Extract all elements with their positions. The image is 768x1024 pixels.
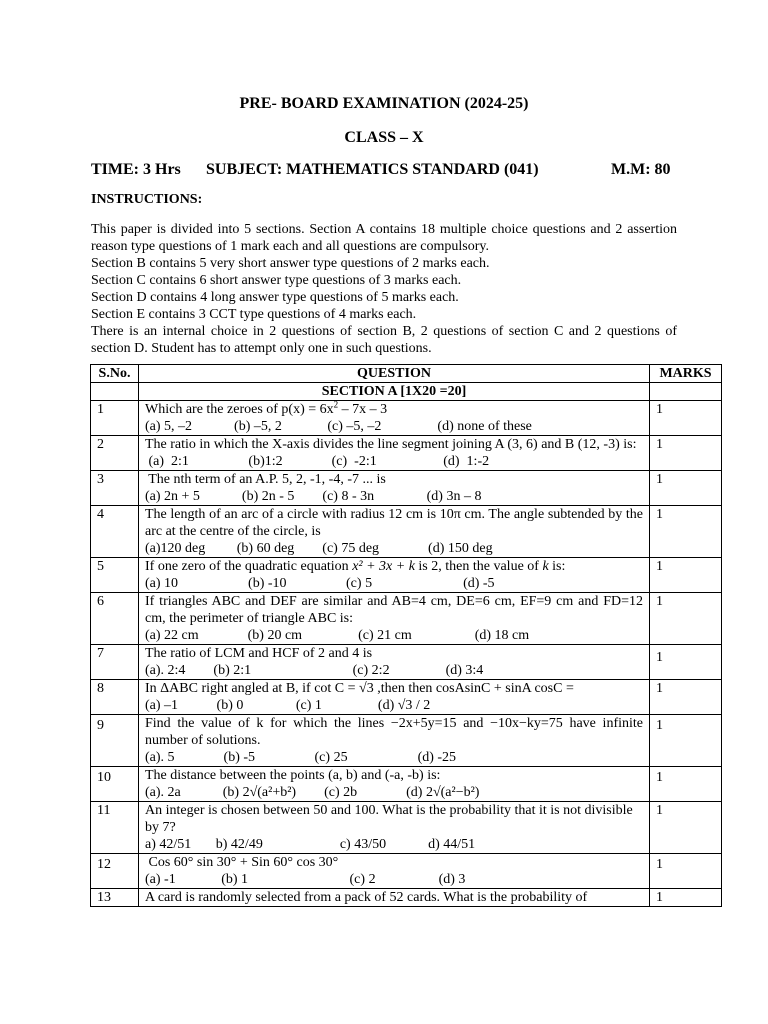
question-cell bbox=[139, 889, 650, 907]
question-number: 1 bbox=[91, 401, 139, 436]
question-marks: 1 bbox=[650, 471, 722, 506]
question-text: The ratio in which the X-axis divides the line segment joining A (3, 6) and B (12, -3) is: bbox=[145, 437, 637, 452]
question-text: The length of an arc of a circle with radius 12 cm is 10π cm. The angle subtended by the arc at the centre of the circle, is bbox=[145, 507, 643, 539]
instructions-heading: INSTRUCTIONS: bbox=[91, 192, 203, 207]
question-marks: 1 bbox=[650, 401, 722, 436]
question-cell bbox=[139, 401, 650, 436]
question-marks: 1 bbox=[650, 889, 722, 907]
question-text: Find the value of k for which the lines −2x+5y=15 and −10x−ky=75 have infinite number of solutions. bbox=[145, 716, 643, 748]
table-row bbox=[91, 889, 722, 907]
question-cell bbox=[139, 767, 650, 802]
question-marks: 1 bbox=[650, 645, 722, 680]
question-options: (a) 2:1 (b)1:2 (c) -2:1 (d) 1:-2 bbox=[145, 454, 490, 469]
question-number: 11 bbox=[91, 802, 139, 854]
question-number: 8 bbox=[91, 680, 139, 715]
question-options: (a) 22 cm (b) 20 cm (c) 21 cm (d) 18 cm bbox=[145, 628, 530, 643]
table-row bbox=[91, 854, 722, 889]
question-cell bbox=[139, 593, 650, 645]
question-options: a) 42/51 b) 42/49 c) 43/50 d) 44/51 bbox=[145, 837, 476, 852]
question-options: (a). 5 (b) -5 (c) 25 (d) -25 bbox=[145, 750, 457, 765]
header-question: QUESTION bbox=[139, 365, 650, 383]
question-options: (a). 2:4 (b) 2:1 (c) 2:2 (d) 3:4 bbox=[145, 663, 484, 678]
question-marks: 1 bbox=[650, 558, 722, 593]
question-marks: 1 bbox=[650, 715, 722, 767]
question-marks: 1 bbox=[650, 680, 722, 715]
instructions-block bbox=[91, 221, 677, 357]
question-cell bbox=[139, 436, 650, 471]
header-marks: MARKS bbox=[650, 365, 722, 383]
question-marks: 1 bbox=[650, 802, 722, 854]
instructions-section-b: Section B contains 5 very short answer type questions of 2 marks each. bbox=[91, 256, 490, 271]
question-text: Which are the zeroes of $p(x) = 6x^2 - 7x - 3$ bbox=[145, 399, 388, 417]
question-marks: 1 bbox=[650, 593, 722, 645]
question-text: A card is randomly selected from a pack of 52 cards. What is the probability of bbox=[145, 890, 588, 905]
question-options: (a) -1 (b) 1 (c) 2 (d) 3 bbox=[145, 872, 466, 887]
instructions-section-c: Section C contains 6 short answer type questions of 3 marks each. bbox=[91, 273, 462, 288]
question-number: 13 bbox=[91, 889, 139, 907]
question-number: 5 bbox=[91, 558, 139, 593]
question-number: 10 bbox=[91, 767, 139, 802]
question-text: An integer is chosen between 50 and 100. What is the probability that it is not divisible by 7? bbox=[145, 803, 633, 835]
section-a-row bbox=[91, 383, 722, 401]
question-text: If one zero of the quadratic equation x² + 3x + k is 2, then the value of k is: bbox=[145, 559, 566, 574]
table-row bbox=[91, 593, 722, 645]
question-number: 6 bbox=[91, 593, 139, 645]
subject-label: SUBJECT: MATHEMATICS STANDARD (041) bbox=[206, 161, 539, 178]
question-options: (a) 2n + 5 (b) 2n - 5 (c) 8 - 3n (d) 3n – 8 bbox=[145, 489, 482, 504]
time-label: TIME: 3 Hrs bbox=[91, 161, 181, 178]
instructions-section-d: Section D contains 4 long answer type questions of 5 marks each. bbox=[91, 290, 459, 305]
question-cell bbox=[139, 645, 650, 680]
question-options: (a). 2a (b) 2√(a²+b²) (c) 2b (d) 2√(a²−b²) bbox=[145, 785, 480, 800]
exam-title: PRE- BOARD EXAMINATION (2024-25) bbox=[239, 95, 529, 112]
table-row bbox=[91, 558, 722, 593]
question-marks: 1 bbox=[650, 436, 722, 471]
question-cell bbox=[139, 680, 650, 715]
question-text: The nth term of an A.P. 5, 2, -1, -4, -7 ... is bbox=[145, 472, 386, 487]
max-marks-label: M.M: 80 bbox=[611, 161, 671, 178]
question-number: 7 bbox=[91, 645, 139, 680]
question-marks: 1 bbox=[650, 767, 722, 802]
question-text: In ΔABC right angled at B, if cot C = √3 ,then then cosAsinC + sinA cosC = bbox=[145, 681, 574, 696]
question-cell bbox=[139, 715, 650, 767]
question-marks: 1 bbox=[650, 854, 722, 889]
table-row bbox=[91, 715, 722, 767]
question-options: (a) 5, –2 (b) –5, 2 (c) –5, –2 (d) none of these bbox=[145, 419, 532, 434]
instructions-choice: There is an internal choice in 2 questions of section B, 2 questions of section C and 2 questions of section D. Student has to attempt only one in such questions. bbox=[91, 324, 677, 356]
question-number: 4 bbox=[91, 506, 139, 558]
question-number: 9 bbox=[91, 715, 139, 767]
instructions-section-e: Section E contains 3 CCT type questions of 4 marks each. bbox=[91, 307, 417, 322]
question-text: If triangles ABC and DEF are similar and AB=4 cm, DE=6 cm, EF=9 cm and FD=12 cm, the perimeter of triangle ABC is: bbox=[145, 594, 643, 626]
question-options: (a) 10 (b) -10 (c) 5 (d) -5 bbox=[145, 576, 495, 591]
question-number: 2 bbox=[91, 436, 139, 471]
table-row bbox=[91, 767, 722, 802]
question-text: The ratio of LCM and HCF of 2 and 4 is bbox=[145, 646, 373, 661]
table-row bbox=[91, 802, 722, 854]
question-marks: 1 bbox=[650, 506, 722, 558]
question-options: (a)120 deg (b) 60 deg (c) 75 deg (d) 150 deg bbox=[145, 541, 493, 556]
question-cell bbox=[139, 558, 650, 593]
instructions-paragraph: This paper is divided into 5 sections. Section A contains 18 multiple choice questions and 2 assertion reason type questions of 1 mark each and all questions are compulsory. bbox=[91, 222, 677, 254]
question-text: The distance between the points (a, b) and (-a, -b) is: bbox=[145, 768, 441, 783]
section-a-heading: SECTION A [1X20 =20] bbox=[139, 383, 650, 401]
question-number: 3 bbox=[91, 471, 139, 506]
question-options: (a) –1 (b) 0 (c) 1 (d) √3 / 2 bbox=[145, 698, 431, 713]
table-row bbox=[91, 401, 722, 436]
table-header-row bbox=[91, 365, 722, 383]
question-number: 12 bbox=[91, 854, 139, 889]
question-text: Cos 60° sin 30° + Sin 60° cos 30° bbox=[145, 855, 339, 870]
question-cell bbox=[139, 802, 650, 854]
question-cell bbox=[139, 506, 650, 558]
table-row bbox=[91, 506, 722, 558]
table-row bbox=[91, 680, 722, 715]
table-row bbox=[91, 436, 722, 471]
question-cell bbox=[139, 854, 650, 889]
question-cell bbox=[139, 471, 650, 506]
table-row bbox=[91, 471, 722, 506]
question-table bbox=[90, 364, 722, 907]
header-sno: S.No. bbox=[91, 365, 139, 383]
class-label: CLASS – X bbox=[344, 129, 424, 146]
table-row bbox=[91, 645, 722, 680]
